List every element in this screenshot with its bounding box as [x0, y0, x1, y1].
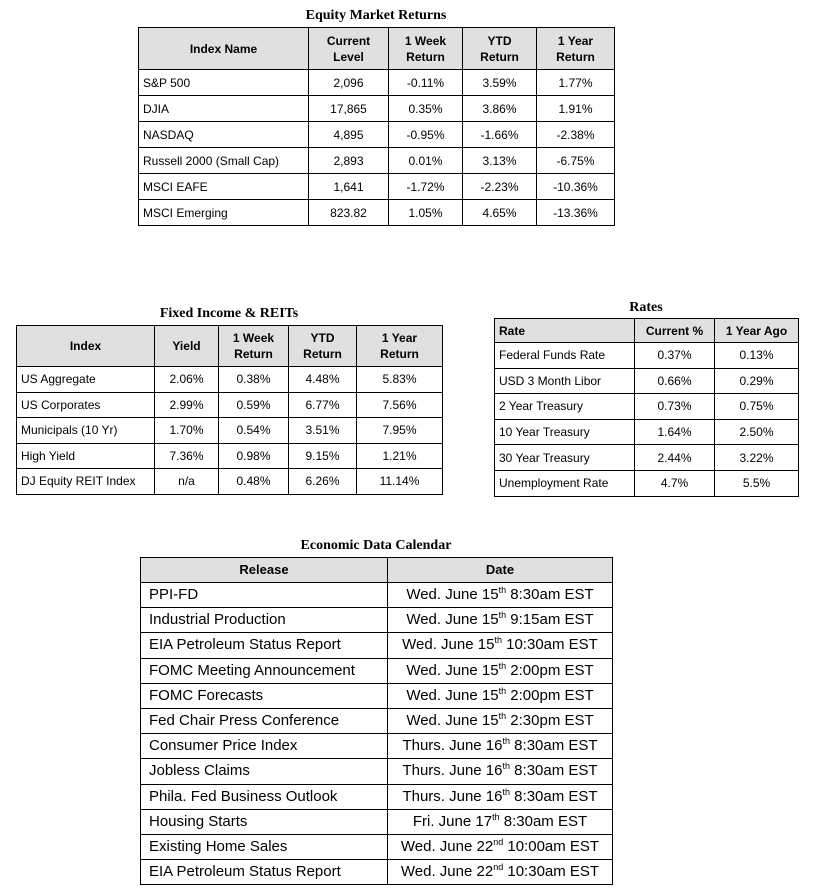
calendar-row: [141, 708, 613, 733]
calendar-date-day: Wed. June 15: [402, 636, 495, 654]
equity-row-label: MSCI EAFE: [139, 174, 309, 200]
calendar-row: [141, 608, 613, 633]
calendar-release: Housing Starts: [141, 809, 388, 834]
fixed-income-row: [17, 469, 443, 495]
fixed-header-index: Index: [17, 326, 155, 367]
equity-cell: -10.36%: [537, 174, 615, 200]
calendar-release: FOMC Meeting Announcement: [141, 658, 388, 683]
rates-header-row: [495, 319, 799, 343]
calendar-date: [388, 633, 613, 658]
fixed-income-row: [17, 443, 443, 469]
calendar-row: [141, 633, 613, 658]
rates-header-rate: Rate: [495, 319, 635, 343]
calendar-release: PPI-FD: [141, 583, 388, 608]
equity-row-label: NASDAQ: [139, 122, 309, 148]
equity-cell: 3.13%: [463, 148, 537, 174]
equity-cell: -2.38%: [537, 122, 615, 148]
equity-header-current-level: Current Level: [309, 28, 389, 70]
equity-cell: -1.72%: [389, 174, 463, 200]
fixed-income-cell: 0.54%: [219, 418, 289, 444]
equity-row: [139, 148, 615, 174]
calendar-date-time: 2:00pm EST: [506, 686, 594, 704]
equity-cell: 2,096: [309, 70, 389, 96]
fixed-income-row: [17, 418, 443, 444]
calendar-header-date: Date: [388, 558, 613, 583]
rates-cell: 3.22%: [715, 445, 799, 471]
fixed-income-cell: 1.21%: [357, 443, 443, 469]
calendar-title: Economic Data Calendar: [300, 538, 452, 553]
fixed-income-row-label: US Corporates: [17, 392, 155, 418]
fixed-income-cell: 5.83%: [357, 367, 443, 393]
fixed-income-title: Fixed Income & REITs: [159, 306, 299, 321]
calendar-date-time: 2:30pm EST: [506, 712, 594, 730]
calendar-date: [388, 809, 613, 834]
fixed-income-row: [17, 367, 443, 393]
equity-cell: -6.75%: [537, 148, 615, 174]
rates-cell: 4.7%: [635, 470, 715, 496]
equity-row-label: S&P 500: [139, 70, 309, 96]
calendar-release: Phila. Fed Business Outlook: [141, 784, 388, 809]
rates-title: Rates: [629, 300, 663, 315]
rates-row-label: USD 3 Month Libor: [495, 368, 635, 394]
equity-header-ytd-return: YTD Return: [463, 28, 537, 70]
fixed-income-row-label: US Aggregate: [17, 367, 155, 393]
calendar-date-time: 10:30am EST: [503, 863, 600, 881]
fixed-income-cell: 9.15%: [289, 443, 357, 469]
equity-cell: -1.66%: [463, 122, 537, 148]
equity-row-label: Russell 2000 (Small Cap): [139, 148, 309, 174]
calendar-date-time: 8:30am EST: [510, 737, 598, 755]
calendar-date-suffix: th: [498, 585, 507, 596]
calendar-row: [141, 834, 613, 859]
equity-row: [139, 122, 615, 148]
rates-cell: 2.50%: [715, 419, 799, 445]
equity-cell: -2.23%: [463, 174, 537, 200]
equity-cell: 1.91%: [537, 96, 615, 122]
equity-cell: -0.95%: [389, 122, 463, 148]
calendar-date-suffix: th: [498, 685, 507, 696]
calendar-row: [141, 658, 613, 683]
fixed-income-cell: n/a: [155, 469, 219, 495]
calendar-date-time: 9:15am EST: [506, 611, 594, 629]
calendar-date: [388, 734, 613, 759]
equity-cell: -13.36%: [537, 200, 615, 226]
fixed-header-yield: Yield: [155, 326, 219, 367]
fixed-header-1-year-return: 1 Year Return: [357, 326, 443, 367]
calendar-table: [140, 557, 613, 885]
calendar-date-day: Wed. June 22: [400, 863, 494, 881]
rates-row-label: 2 Year Treasury: [495, 394, 635, 420]
fixed-income-table: [16, 325, 443, 495]
calendar-header-row: [141, 558, 613, 583]
fixed-income-row: [17, 392, 443, 418]
calendar-row: [141, 583, 613, 608]
calendar-release: Industrial Production: [141, 608, 388, 633]
equity-cell: 3.59%: [463, 70, 537, 96]
calendar-date: [388, 784, 613, 809]
equity-title: Equity Market Returns: [305, 8, 447, 23]
calendar-date-day: Wed. June 15: [406, 686, 499, 704]
calendar-date-suffix: th: [494, 635, 502, 646]
calendar-date: [388, 683, 613, 708]
rates-cell: 0.75%: [715, 394, 799, 420]
equity-cell: 4,895: [309, 122, 389, 148]
rates-row-label: 30 Year Treasury: [495, 445, 635, 471]
calendar-date-day: Wed. June 15: [406, 712, 499, 730]
calendar-date-time: 8:30am EST: [499, 812, 588, 830]
fixed-income-row-label: Municipals (10 Yr): [17, 418, 155, 444]
equity-cell: 4.65%: [463, 200, 537, 226]
rates-row: [495, 445, 799, 471]
calendar-date-time: 10:30am EST: [501, 636, 598, 654]
rates-cell: 0.66%: [635, 368, 715, 394]
rates-cell: 5.5%: [715, 470, 799, 496]
calendar-date: [388, 860, 613, 885]
calendar-date-day: Wed. June 15: [406, 611, 499, 629]
rates-cell: 1.64%: [635, 419, 715, 445]
calendar-release: FOMC Forecasts: [141, 683, 388, 708]
fixed-income-cell: 0.98%: [219, 443, 289, 469]
calendar-date-day: Thurs. June 16: [402, 787, 503, 805]
calendar-release: Jobless Claims: [141, 759, 388, 784]
fixed-income-header-row: [17, 326, 443, 367]
calendar-date-time: 8:30am EST: [506, 586, 594, 604]
fixed-income-cell: 4.48%: [289, 367, 357, 393]
fixed-income-cell: 11.14%: [357, 469, 443, 495]
equity-row: [139, 96, 615, 122]
equity-cell: 1,641: [309, 174, 389, 200]
calendar-row: [141, 683, 613, 708]
calendar-date-suffix: nd: [493, 836, 504, 847]
equity-cell: 0.35%: [389, 96, 463, 122]
calendar-date-suffix: th: [502, 761, 511, 772]
calendar-date-day: Thurs. June 16: [402, 737, 503, 755]
calendar-date-suffix: th: [492, 811, 500, 822]
rates-row: [495, 394, 799, 420]
rates-row: [495, 419, 799, 445]
calendar-date-time: 2:00pm EST: [506, 661, 594, 679]
calendar-date-day: Wed. June 22: [400, 837, 494, 855]
calendar-date: [388, 583, 613, 608]
calendar-date: [388, 708, 613, 733]
equity-header-index-name: Index Name: [139, 28, 309, 70]
calendar-date-day: Fri. June 17: [412, 812, 493, 830]
equity-cell: 1.05%: [389, 200, 463, 226]
fixed-income-cell: 0.48%: [219, 469, 289, 495]
fixed-income-cell: 7.95%: [357, 418, 443, 444]
equity-cell: 2,893: [309, 148, 389, 174]
rates-cell: 0.13%: [715, 343, 799, 369]
rates-cell: 0.73%: [635, 394, 715, 420]
rates-row-label: Federal Funds Rate: [495, 343, 635, 369]
calendar-release: Fed Chair Press Conference: [141, 708, 388, 733]
equity-row: [139, 200, 615, 226]
rates-row-label: 10 Year Treasury: [495, 419, 635, 445]
fixed-income-cell: 6.26%: [289, 469, 357, 495]
calendar-date-day: Thurs. June 16: [402, 762, 503, 780]
fixed-income-row-label: High Yield: [17, 443, 155, 469]
equity-cell: 0.01%: [389, 148, 463, 174]
fixed-income-cell: 3.51%: [289, 418, 357, 444]
calendar-release: Existing Home Sales: [141, 834, 388, 859]
calendar-date-suffix: th: [502, 736, 511, 747]
rates-row: [495, 343, 799, 369]
equity-cell: 1.77%: [537, 70, 615, 96]
calendar-release: EIA Petroleum Status Report: [141, 633, 388, 658]
calendar-date-suffix: th: [498, 610, 507, 621]
equity-cell: -0.11%: [389, 70, 463, 96]
calendar-date: [388, 658, 613, 683]
calendar-row: [141, 860, 613, 885]
calendar-date-day: Wed. June 15: [406, 661, 499, 679]
fixed-header-ytd-return: YTD Return: [289, 326, 357, 367]
equity-cell: 3.86%: [463, 96, 537, 122]
rates-row-label: Unemployment Rate: [495, 470, 635, 496]
calendar-date-suffix: nd: [493, 862, 504, 873]
calendar-date: [388, 759, 613, 784]
fixed-income-cell: 7.56%: [357, 392, 443, 418]
equity-row: [139, 174, 615, 200]
fixed-income-cell: 0.59%: [219, 392, 289, 418]
equity-cell: 823.82: [309, 200, 389, 226]
calendar-date-suffix: th: [498, 660, 507, 671]
calendar-row: [141, 734, 613, 759]
fixed-income-cell: 1.70%: [155, 418, 219, 444]
calendar-row: [141, 809, 613, 834]
equity-table: [138, 27, 615, 226]
equity-row-label: MSCI Emerging: [139, 200, 309, 226]
rates-cell: 0.29%: [715, 368, 799, 394]
fixed-income-row-label: DJ Equity REIT Index: [17, 469, 155, 495]
fixed-income-cell: 6.77%: [289, 392, 357, 418]
fixed-income-cell: 2.99%: [155, 392, 219, 418]
equity-header-1-year-return: 1 Year Return: [537, 28, 615, 70]
equity-cell: 17,865: [309, 96, 389, 122]
calendar-date-suffix: th: [498, 711, 507, 722]
fixed-header-1-week-return: 1 Week Return: [219, 326, 289, 367]
rates-cell: 0.37%: [635, 343, 715, 369]
calendar-date: [388, 834, 613, 859]
calendar-row: [141, 784, 613, 809]
equity-row-label: DJIA: [139, 96, 309, 122]
rates-header-current: Current %: [635, 319, 715, 343]
rates-cell: 2.44%: [635, 445, 715, 471]
calendar-row: [141, 759, 613, 784]
calendar-release: EIA Petroleum Status Report: [141, 860, 388, 885]
rates-table: [494, 318, 799, 497]
fixed-income-cell: 2.06%: [155, 367, 219, 393]
rates-row: [495, 470, 799, 496]
fixed-income-cell: 7.36%: [155, 443, 219, 469]
calendar-date: [388, 608, 613, 633]
rates-row: [495, 368, 799, 394]
equity-header-1-week-return: 1 Week Return: [389, 28, 463, 70]
equity-row: [139, 70, 615, 96]
calendar-date-time: 8:30am EST: [510, 762, 598, 780]
calendar-date-time: 10:00am EST: [503, 837, 600, 855]
equity-header-row: [139, 28, 615, 70]
fixed-income-cell: 0.38%: [219, 367, 289, 393]
calendar-release: Consumer Price Index: [141, 734, 388, 759]
calendar-date-day: Wed. June 15: [406, 586, 499, 604]
calendar-header-release: Release: [141, 558, 388, 583]
calendar-date-suffix: th: [502, 786, 511, 797]
calendar-date-time: 8:30am EST: [510, 787, 598, 805]
rates-header-1-year-ago: 1 Year Ago: [715, 319, 799, 343]
